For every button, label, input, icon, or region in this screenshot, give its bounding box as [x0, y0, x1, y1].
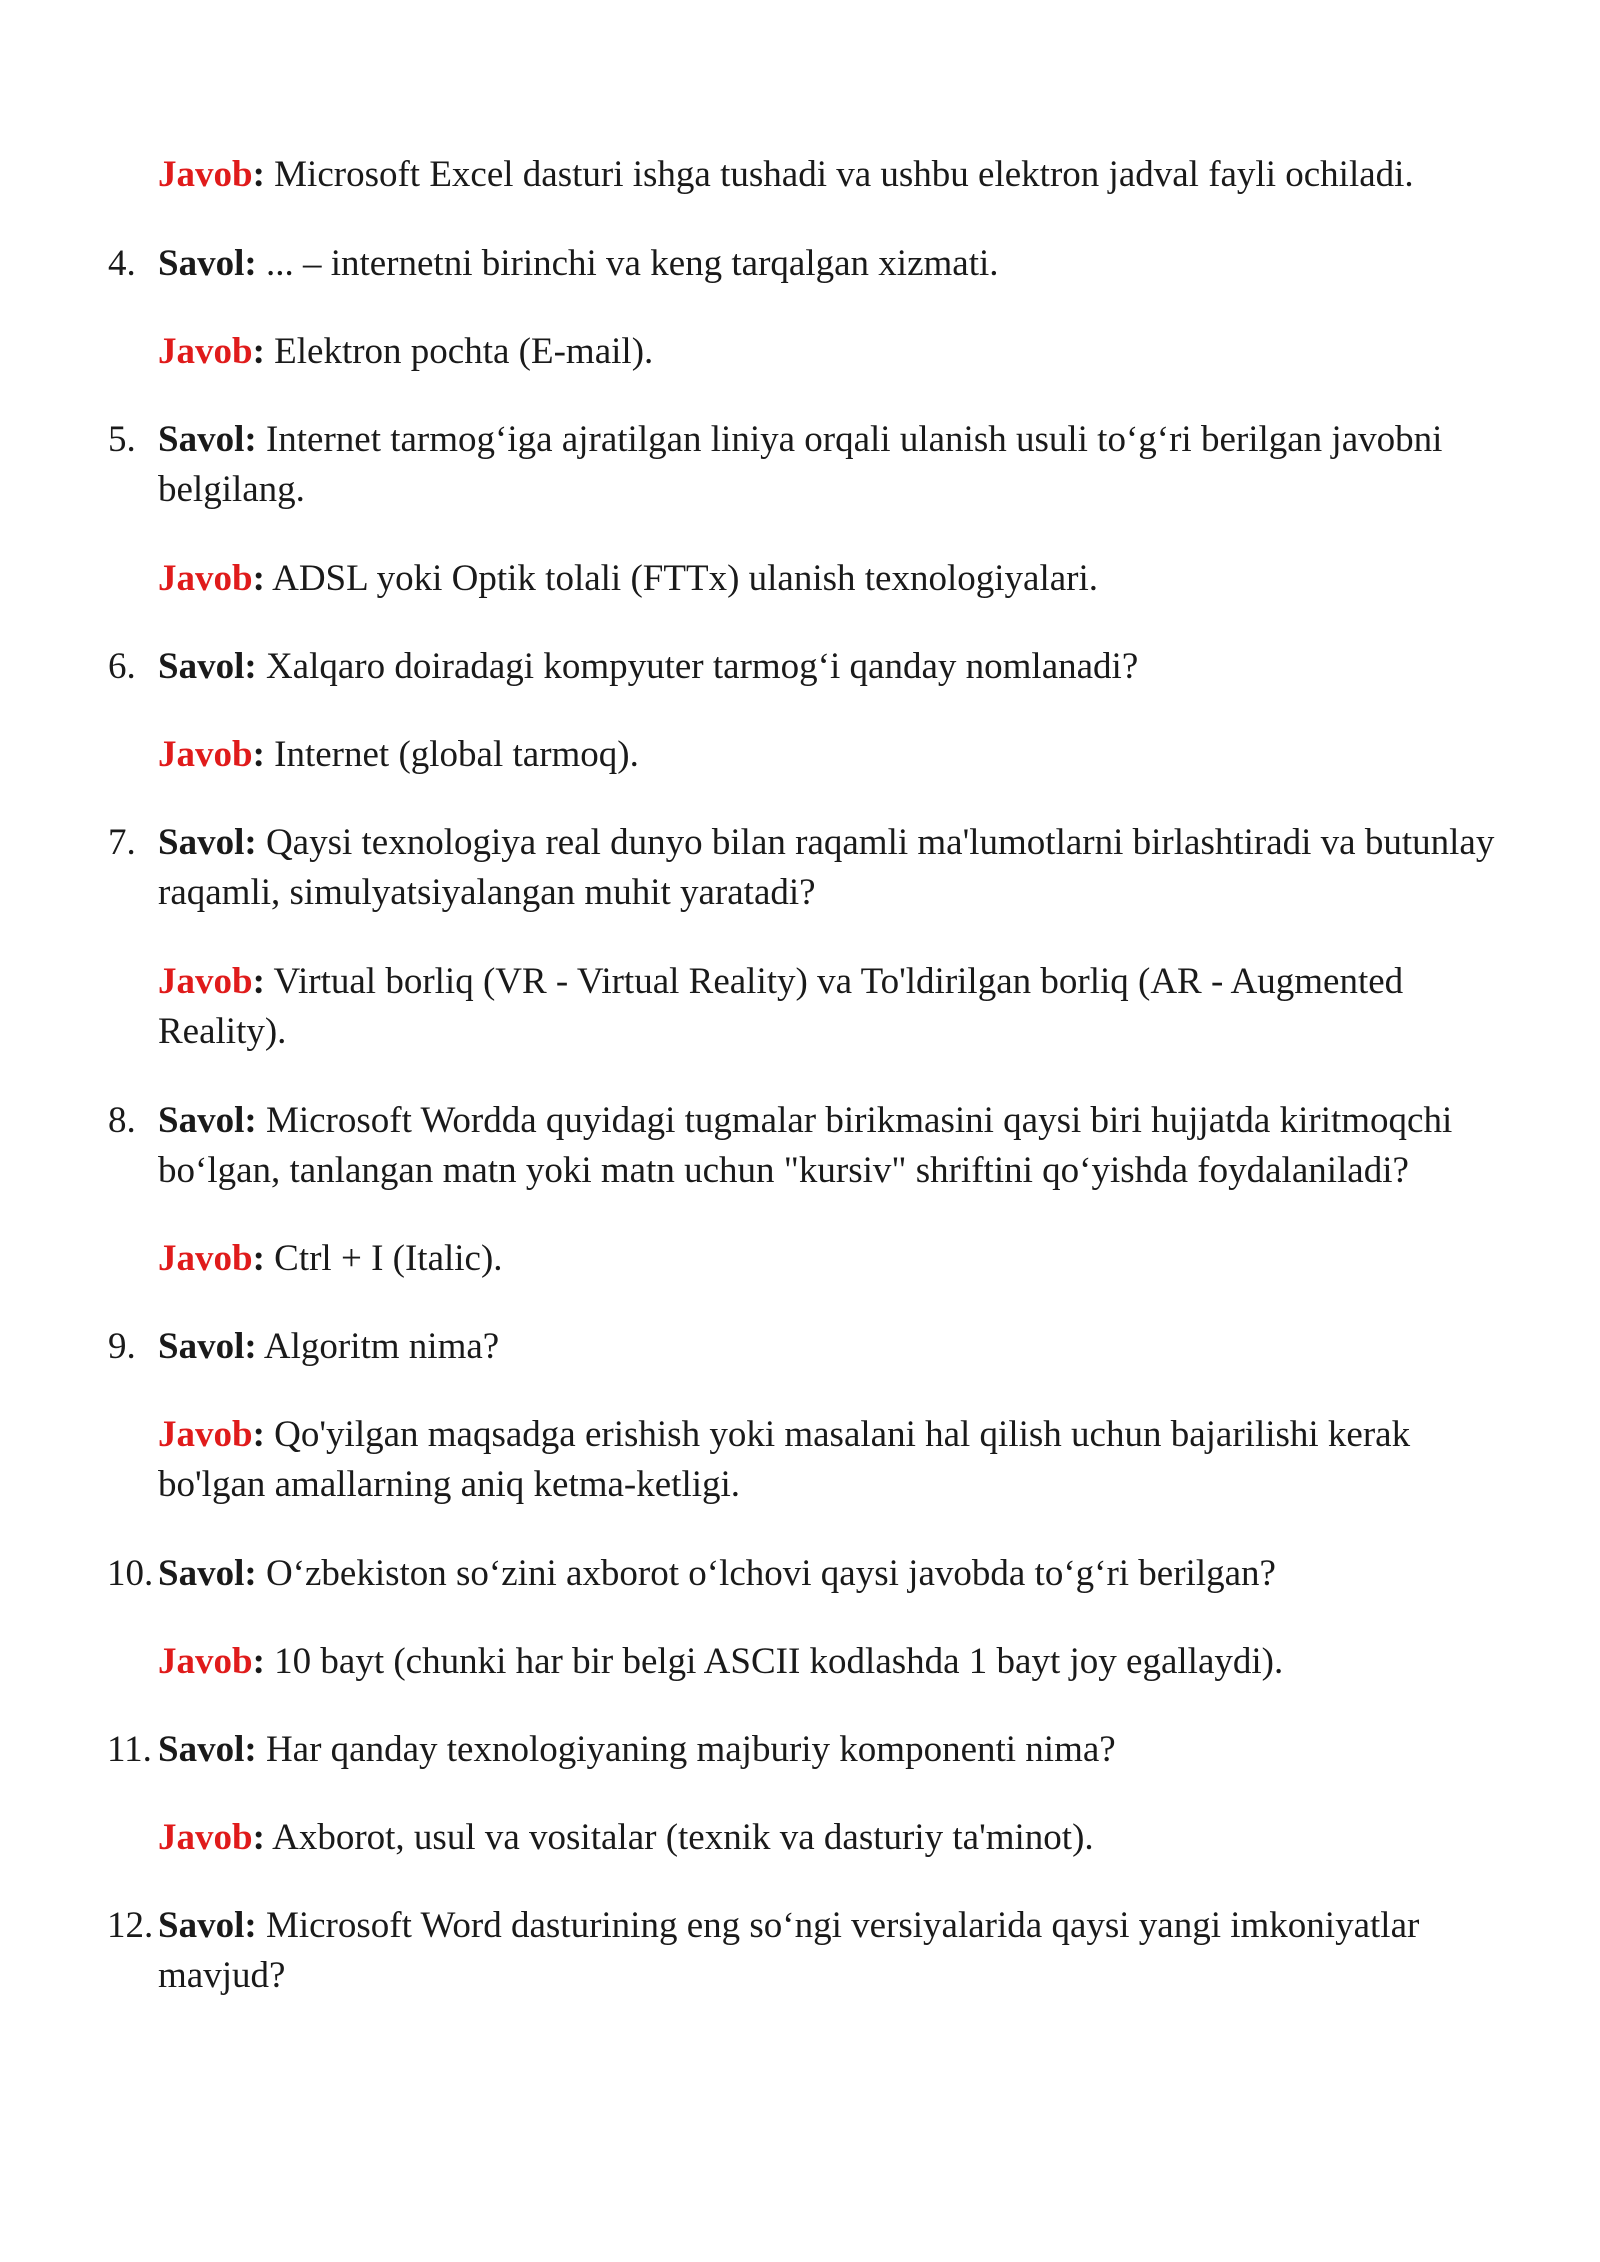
answer-label: Javob: [158, 1414, 253, 1455]
question-7: [108, 818, 1498, 918]
answer-text: Microsoft Excel dasturi ishga tushadi va ushbu elektron jadval fayli ochiladi.: [264, 154, 1414, 195]
question-label: Savol:: [158, 419, 257, 460]
question-label: Savol:: [158, 822, 257, 863]
question-label: Savol:: [158, 1905, 257, 1946]
answer-colon: :: [252, 154, 265, 195]
question-5: [108, 415, 1498, 515]
answer-text: Ctrl + I (Italic).: [264, 1238, 503, 1279]
answer-colon: :: [252, 331, 265, 372]
question-label: Savol:: [158, 1729, 257, 1770]
question-text: O‘zbekiston so‘zini axborot o‘lchovi qaysi javobda to‘g‘ri berilgan?: [256, 1553, 1276, 1594]
answer-6: [158, 730, 1498, 780]
question-number: 10.: [107, 1553, 154, 1594]
question-label: Savol:: [158, 1100, 257, 1141]
answer-label: Javob: [158, 1817, 253, 1858]
question-number: 4.: [108, 243, 136, 284]
question-8: [108, 1096, 1498, 1196]
question-number: 11.: [107, 1729, 152, 1770]
question-text: Har qanday texnologiyaning majburiy komponenti nima?: [256, 1729, 1116, 1770]
question-4: [108, 239, 1498, 289]
question-number: 7.: [108, 822, 136, 863]
answer-text: Axborot, usul va vositalar (texnik va dasturiy ta'minot).: [264, 1817, 1094, 1858]
answer-text: Elektron pochta (E-mail).: [264, 331, 654, 372]
question-number: 12.: [107, 1905, 154, 1946]
question-text: Internet tarmog‘iga ajratilgan liniya orqali ulanish usuli to‘g‘ri berilgan javobni belgilang.: [158, 419, 1443, 510]
question-number: 6.: [108, 646, 136, 687]
question-9: [108, 1322, 1498, 1372]
question-number: 9.: [108, 1326, 136, 1367]
answer-10: [158, 1637, 1498, 1687]
question-text: Microsoft Word dasturining eng so‘ngi versiyalarida qaysi yangi imkoniyatlar mavjud?: [158, 1905, 1420, 1996]
question-6: [108, 642, 1498, 692]
answer-label: Javob: [158, 154, 253, 195]
answer-label: Javob: [158, 734, 253, 775]
question-11: [107, 1725, 1498, 1775]
answer-text: Qo'yilgan maqsadga erishish yoki masalani hal qilish uchun bajarilishi kerak bo'lgan amallarning aniq ketma-ketligi.: [158, 1414, 1411, 1505]
answer-5: [158, 554, 1498, 604]
question-10: [107, 1549, 1498, 1599]
answer-label: Javob: [158, 1641, 253, 1682]
question-12: [107, 1901, 1498, 2001]
answer-label: Javob: [158, 558, 253, 599]
question-label: Savol:: [158, 243, 257, 284]
answer-3: [158, 150, 1498, 200]
answer-colon: :: [252, 558, 265, 599]
answer-7: [158, 957, 1498, 1057]
answer-text: Internet (global tarmoq).: [264, 734, 639, 775]
answer-colon: :: [252, 1414, 265, 1455]
answer-text: 10 bayt (chunki har bir belgi ASCII kodlashda 1 bayt joy egallaydi).: [264, 1641, 1284, 1682]
answer-colon: :: [252, 1817, 265, 1858]
question-number: 5.: [108, 419, 136, 460]
question-label: Savol:: [158, 646, 257, 687]
question-label: Savol:: [158, 1553, 257, 1594]
answer-label: Javob: [158, 961, 253, 1002]
question-number: 8.: [108, 1100, 136, 1141]
question-text: Microsoft Wordda quyidagi tugmalar birikmasini qaysi biri hujjatda kiritmoqchi bo‘lgan, tanlangan matn yoki matn uchun "kursiv" shriftini qo‘yishda foydalaniladi?: [158, 1100, 1453, 1191]
answer-label: Javob: [158, 331, 253, 372]
answer-8: [158, 1234, 1498, 1284]
answer-text: ADSL yoki Optik tolali (FTTx) ulanish texnologiyalari.: [264, 558, 1099, 599]
question-text: Algoritm nima?: [256, 1326, 500, 1367]
answer-colon: :: [252, 1641, 265, 1682]
answer-colon: :: [252, 734, 265, 775]
answer-4: [158, 327, 1498, 377]
answer-colon: :: [252, 961, 265, 1002]
answer-label: Javob: [158, 1238, 253, 1279]
answer-11: [158, 1813, 1498, 1863]
question-text: Xalqaro doiradagi kompyuter tarmog‘i qanday nomlanadi?: [256, 646, 1139, 687]
answer-text: Virtual borliq (VR - Virtual Reality) va To'ldirilgan borliq (AR - Augmented Reality).: [158, 961, 1404, 1052]
question-label: Savol:: [158, 1326, 257, 1367]
question-text: ... – internetni birinchi va keng tarqalgan xizmati.: [256, 243, 999, 284]
answer-colon: :: [252, 1238, 265, 1279]
question-text: Qaysi texnologiya real dunyo bilan raqamli ma'lumotlarni birlashtiradi va butunlay raqamli, simulyatsiyalangan muhit yaratadi?: [158, 822, 1495, 913]
answer-9: [158, 1410, 1498, 1510]
